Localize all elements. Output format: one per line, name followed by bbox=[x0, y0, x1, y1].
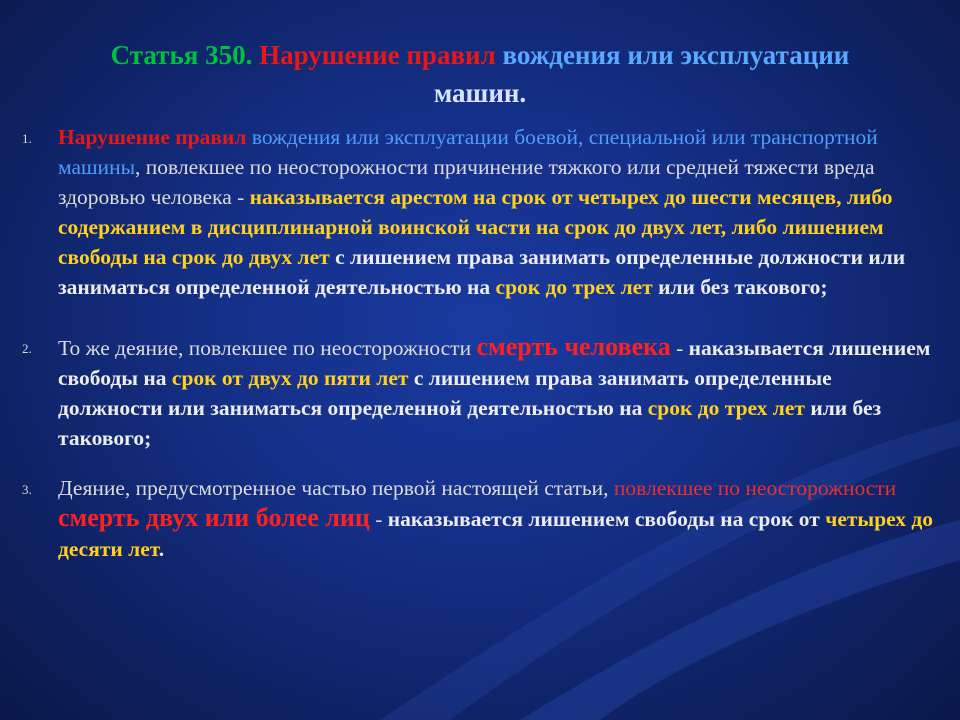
list-item bbox=[22, 122, 940, 302]
list-item bbox=[22, 473, 940, 564]
title-article-number: Статья 350. bbox=[110, 40, 253, 70]
item-text: срок до двух лет bbox=[564, 215, 721, 239]
item-text: наказывается арестом на срок от четырех до шести месяцев, либо содержанием в дисциплинарной воинской части на bbox=[58, 185, 893, 239]
item-text: , повлекшее по неосторожности причинение тяжкого или средней тяжести вреда здоровью человека - bbox=[58, 155, 875, 209]
article-items-list bbox=[22, 122, 940, 564]
item-text: - bbox=[369, 507, 388, 531]
item-text: повлекшее по неосторожности bbox=[613, 476, 897, 500]
item-text: транспортной машины bbox=[58, 125, 878, 179]
item-text: смерть двух или более лиц bbox=[58, 503, 370, 532]
item-text: смерть человека bbox=[476, 332, 671, 361]
item-text: - bbox=[670, 336, 689, 360]
list-item bbox=[22, 332, 940, 453]
item-text: наказывается лишением свободы на срок от bbox=[387, 507, 826, 531]
item-text: Нарушение правил bbox=[58, 125, 247, 149]
item-text: срок до трех лет bbox=[495, 275, 653, 299]
item-number: 1. bbox=[22, 131, 32, 146]
item-text: То же деяние, повлекшее по неосторожности bbox=[58, 336, 477, 360]
item-text: , либо лишением свободы на bbox=[58, 215, 884, 269]
title-machines: машин. bbox=[433, 78, 527, 108]
item-text: четырех до десяти лет bbox=[58, 507, 934, 561]
item-number: 2. bbox=[22, 341, 32, 356]
title-driving: вождения или эксплуатации bbox=[502, 40, 850, 70]
title-violation: Нарушение правил bbox=[259, 40, 496, 70]
item-number: 3. bbox=[22, 482, 32, 497]
page-title bbox=[40, 36, 920, 112]
item-text: или без такового; bbox=[58, 396, 882, 450]
item-text: вождения или эксплуатации боевой, специальной или bbox=[246, 125, 751, 149]
item-text: срок до трех лет bbox=[647, 396, 805, 420]
item-text: или без такового; bbox=[652, 275, 828, 299]
item-text: наказывается лишением свободы на bbox=[58, 336, 931, 390]
item-text: Деяние, предусмотренное частью первой настоящей статьи, bbox=[58, 476, 614, 500]
item-text: с лишением права занимать определенные должности или заниматься определенной деятельностью на bbox=[58, 366, 832, 420]
item-text: . bbox=[158, 537, 165, 561]
item-text: с лишением права занимать определенные должности или заниматься определенной деятельностью на bbox=[58, 245, 906, 299]
item-text: срок до двух лет bbox=[171, 245, 330, 269]
item-text: срок от двух до пяти лет bbox=[171, 366, 409, 390]
